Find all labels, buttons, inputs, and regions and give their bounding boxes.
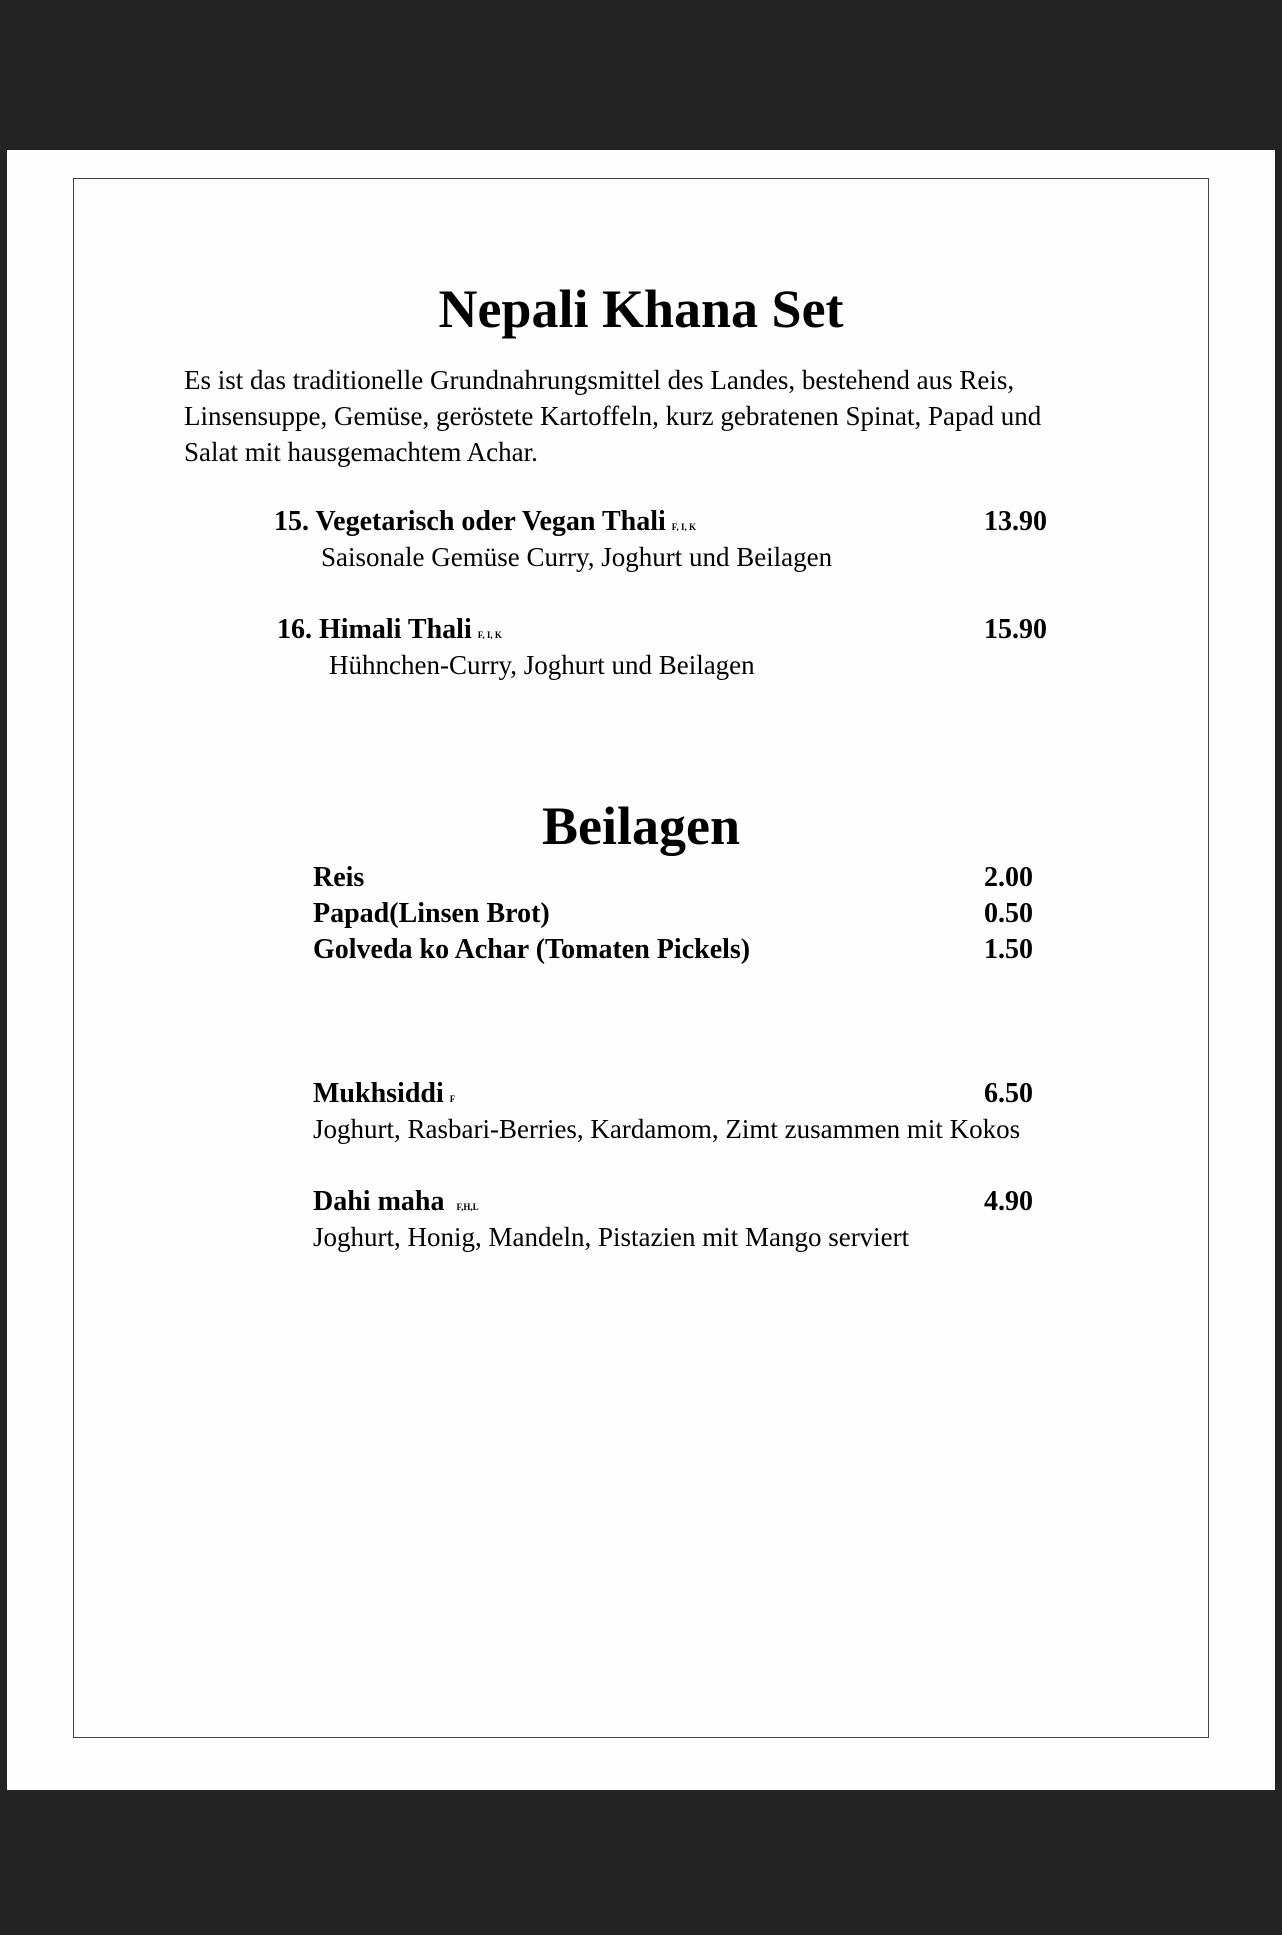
- khana-intro-line: Es ist das traditionelle Grundnahrungsmittel des Landes, bestehend aus Reis,: [184, 365, 1015, 395]
- allergen-codes: F, I, K: [477, 630, 502, 640]
- side-item-price: 0.50: [984, 898, 1033, 929]
- khana-intro-line: Linsensuppe, Gemüse, geröstete Kartoffeln, kurz gebratenen Spinat, Papad und: [184, 401, 1042, 431]
- dessert-item-name: [313, 1078, 455, 1110]
- dessert-item-title: Mukhsiddi: [313, 1078, 444, 1109]
- dessert-item-description: Joghurt, Rasbari-Berries, Kardamom, Zimt zusammen mit Kokos: [313, 1114, 1021, 1144]
- side-item-name: Golveda ko Achar (Tomaten Pickels): [313, 934, 751, 965]
- menu-page: [7, 150, 1275, 1790]
- allergen-codes: F, I, K: [671, 522, 696, 532]
- dessert-item-title: Dahi maha: [313, 1186, 445, 1217]
- side-item-name: Papad(Linsen Brot): [313, 898, 550, 929]
- menu-item-price: 15.90: [984, 614, 1047, 645]
- menu-item-description: Saisonale Gemüse Curry, Joghurt und Beilagen: [321, 542, 833, 572]
- section-title-khana: Nepali Khana Set: [438, 279, 844, 339]
- menu-item-title: 15. Vegetarisch oder Vegan Thali: [274, 506, 666, 537]
- menu-item-name: [277, 614, 502, 646]
- side-item-price: 2.00: [984, 862, 1033, 893]
- khana-intro: [184, 362, 1041, 470]
- side-item-price: 1.50: [984, 934, 1033, 965]
- dessert-item-description: Joghurt, Honig, Mandeln, Pistazien mit Mango serviert: [313, 1222, 910, 1252]
- side-item-name: Reis: [313, 862, 365, 893]
- dessert-item-price: 4.90: [984, 1186, 1033, 1217]
- menu-item-description: Hühnchen-Curry, Joghurt und Beilagen: [329, 650, 755, 680]
- dessert-item-name: [313, 1186, 479, 1218]
- allergen-codes: F,H,L: [456, 1202, 479, 1212]
- menu-item-price: 13.90: [984, 506, 1047, 537]
- menu-item-title: 16. Himali Thali: [277, 614, 472, 645]
- menu-item-name: [274, 506, 696, 538]
- section-title-beilagen: Beilagen: [542, 796, 740, 856]
- dessert-item-price: 6.50: [984, 1078, 1033, 1109]
- allergen-codes: F: [449, 1094, 456, 1104]
- khana-intro-line: Salat mit hausgemachtem Achar.: [184, 437, 538, 467]
